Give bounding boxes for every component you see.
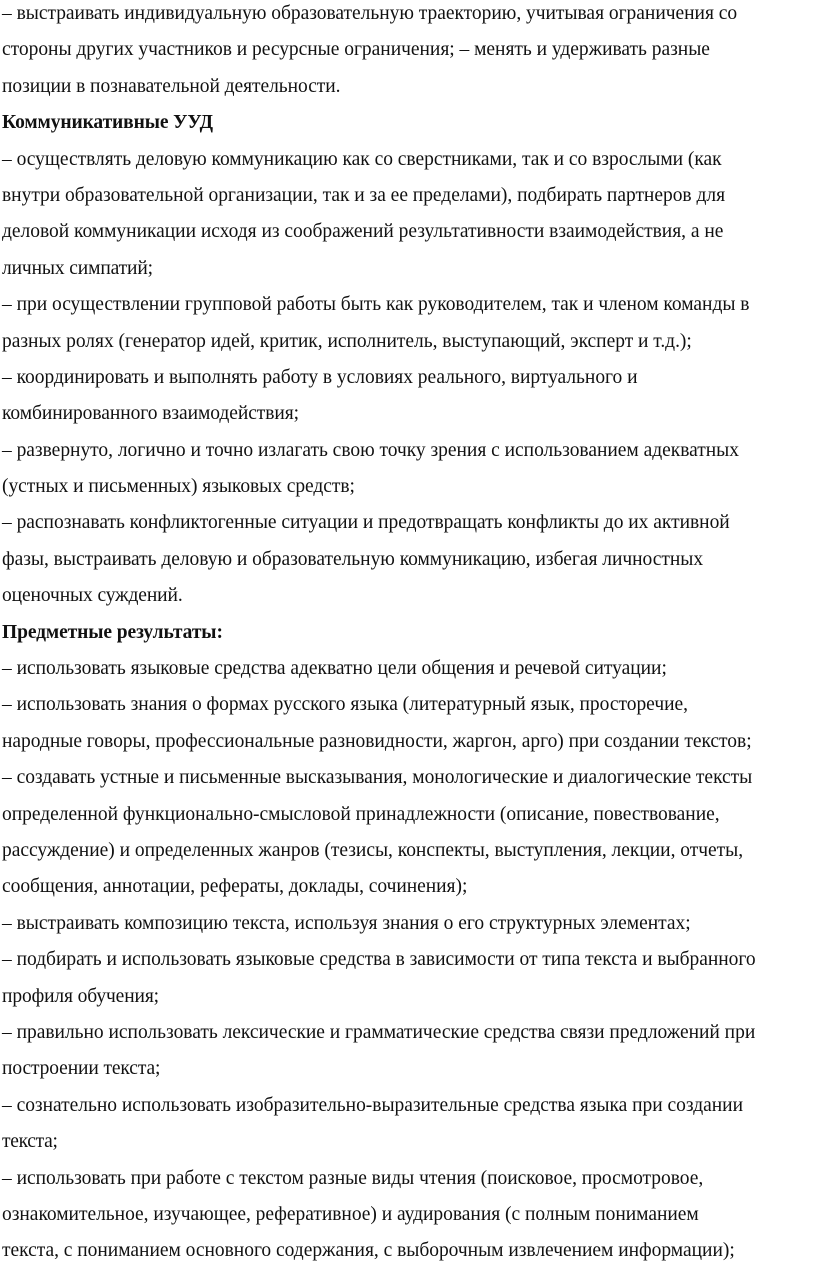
document-body [2,0,816,1270]
text-line: оценочных суждений. [2,585,183,607]
section-heading: Предметные результаты: [2,621,223,643]
text-line: народные говоры, профессиональные разновидности, жаргон, арго) при создании текстов; [2,730,752,752]
text-line: сообщения, аннотации, рефераты, доклады, сочинения); [2,876,468,898]
text-line: рассуждение) и определенных жанров (тезисы, конспекты, выступления, лекции, отчеты, [2,839,744,861]
text-line: разных ролях (генератор идей, критик, исполнитель, выступающий, эксперт и т.д.); [2,330,692,352]
text-line: построении текста; [2,1058,161,1080]
text-line: – сознательно использовать изобразительно-выразительные средства языка при создании [2,1094,743,1116]
text-line: – при осуществлении групповой работы быть как руководителем, так и членом команды в [2,294,750,316]
text-line: ознакомительное, изучающее, реферативное) и аудирования (с полным пониманием [2,1203,699,1225]
text-line: личных симпатий; [2,257,153,279]
text-line: – использовать языковые средства адекватно цели общения и речевой ситуации; [2,658,667,680]
text-line: – осуществлять деловую коммуникацию как со сверстниками, так и со взрослыми (как [2,148,722,170]
text-line: – координировать и выполнять работу в условиях реального, виртуального и [2,366,638,388]
text-line: – создавать устные и письменные высказывания, монологические и диалогические тексты [2,767,753,789]
text-line: – использовать при работе с текстом разные виды чтения (поисковое, просмотровое, [2,1167,704,1189]
text-line: стороны других участников и ресурсные ограничения; – менять и удерживать разные [2,39,710,61]
text-line: текста, с пониманием основного содержания, с выборочным извлечением информации); [2,1240,735,1262]
text-line: позиции в познавательной деятельности. [2,75,341,97]
text-line: деловой коммуникации исходя из соображений результативности взаимодействия, а не [2,221,724,243]
text-line: – распознавать конфликтогенные ситуации и предотвращать конфликты до их активной [2,512,730,534]
text-line: профиля обучения; [2,985,159,1007]
text-line: (устных и письменных) языковых средств; [2,476,355,498]
text-line: – выстраивать композицию текста, используя знания о его структурных элементах; [2,912,691,934]
text-line: определенной функционально-смысловой принадлежности (описание, повествование, [2,803,720,825]
text-line: – использовать знания о формах русского языка (литературный язык, просторечие, [2,694,688,716]
text-line: комбинированного взаимодействия; [2,403,300,425]
text-line: внутри образовательной организации, так и за ее пределами), подбирать партнеров для [2,184,726,206]
text-line: фазы, выстраивать деловую и образовательную коммуникацию, избегая личностных [2,548,704,570]
text-line: – выстраивать индивидуальную образовательную траекторию, учитывая ограничения со [2,3,738,24]
section-heading: Коммуникативные УУД [2,112,213,134]
text-line: – подбирать и использовать языковые средства в зависимости от типа текста и выбранного [2,949,756,971]
text-line: текста; [2,1131,58,1153]
text-line: – развернуто, логично и точно излагать свою точку зрения с использованием адекватных [2,439,739,461]
text-line: – правильно использовать лексические и грамматические средства связи предложений при [2,1021,756,1043]
